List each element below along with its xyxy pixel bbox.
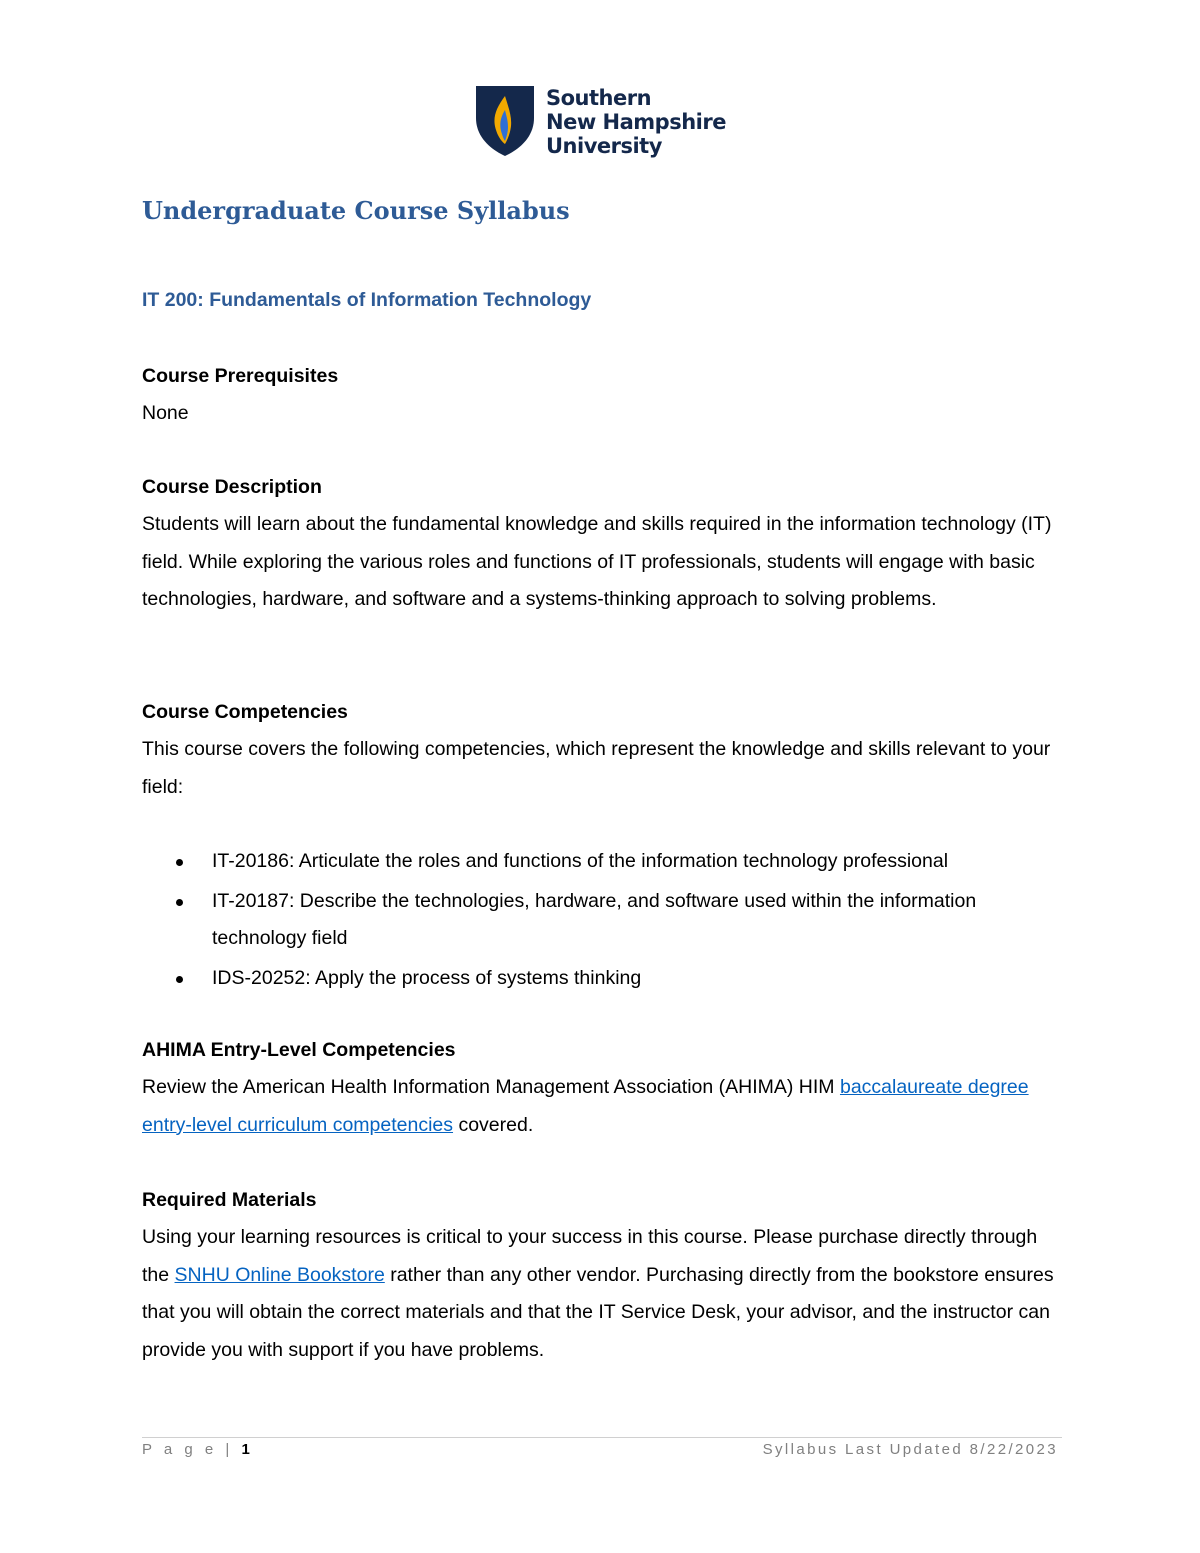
bullet-icon xyxy=(176,859,183,866)
last-updated: Syllabus Last Updated 8/22/2023 xyxy=(762,1441,1058,1458)
list-item xyxy=(142,843,1062,881)
page-label: P a g e | xyxy=(142,1441,234,1458)
logo-line-1: Southern xyxy=(546,86,652,110)
ahima-heading: AHIMA Entry-Level Competencies xyxy=(142,1039,456,1061)
shield-flame-icon xyxy=(474,84,536,158)
bookstore-link[interactable]: SNHU Online Bookstore xyxy=(174,1263,385,1286)
footer-divider xyxy=(142,1437,1062,1438)
competencies-intro: This course covers the following competencies, which represent the knowledge and skills relevant to your field: xyxy=(142,738,1051,798)
ahima-text-before: Review the American Health Information Management Association (AHIMA) HIM xyxy=(142,1076,840,1098)
competencies-list-section xyxy=(142,843,1062,997)
competencies-section xyxy=(142,694,1062,806)
description-heading: Course Description xyxy=(142,476,322,498)
page-number xyxy=(142,1441,254,1458)
competency-text: IDS-20252: Apply the process of systems thinking xyxy=(212,966,642,989)
ahima-text xyxy=(142,1069,1062,1144)
course-title: IT 200: Fundamentals of Information Technology xyxy=(142,289,592,311)
ahima-section xyxy=(142,1032,1062,1144)
description-section xyxy=(142,469,1062,619)
competencies-heading: Course Competencies xyxy=(142,701,348,723)
snhu-logo xyxy=(474,84,734,160)
list-item xyxy=(142,883,1062,958)
logo-line-2: New Hampshire xyxy=(546,110,726,134)
materials-text-after: rather than any other vendor. Purchasing directly from the bookstore ensures that you will obtain the correct materials and that the IT Service Desk, your advisor, and the instructor can provide you with support if you have problems. xyxy=(142,1263,1054,1361)
document-title: Undergraduate Course Syllabus xyxy=(142,196,570,225)
materials-heading: Required Materials xyxy=(142,1189,317,1211)
materials-section xyxy=(142,1182,1062,1369)
bullet-icon xyxy=(176,899,183,906)
materials-text-before: Using your learning resources is critical to your success in this course. Please purchase directly through the xyxy=(142,1226,1038,1286)
ahima-text-after: covered. xyxy=(453,1113,534,1136)
prerequisites-heading: Course Prerequisites xyxy=(142,365,339,387)
prerequisites-section xyxy=(142,358,1062,433)
materials-text xyxy=(142,1219,1062,1369)
bullet-icon xyxy=(176,976,183,983)
competency-text: IT-20186: Articulate the roles and functions of the information technology professional xyxy=(212,850,949,872)
logo-line-3: University xyxy=(546,134,662,158)
prerequisites-text: None xyxy=(142,402,189,424)
description-text: Students will learn about the fundamental knowledge and skills required in the information technology (IT) field. While exploring the various roles and functions of IT professionals, students will engage with basic technologies, hardware, and software and a systems-thinking approach to solving problems. xyxy=(142,513,1052,610)
page-number-value: 1 xyxy=(241,1441,254,1458)
ahima-competencies-link[interactable]: baccalaureate degree entry-level curriculum competencies xyxy=(142,1076,1029,1136)
competencies-list xyxy=(142,843,1062,997)
list-item xyxy=(142,960,1062,998)
university-name xyxy=(546,86,726,158)
competency-text: IT-20187: Describe the technologies, hardware, and software used within the information technology field xyxy=(212,889,977,949)
